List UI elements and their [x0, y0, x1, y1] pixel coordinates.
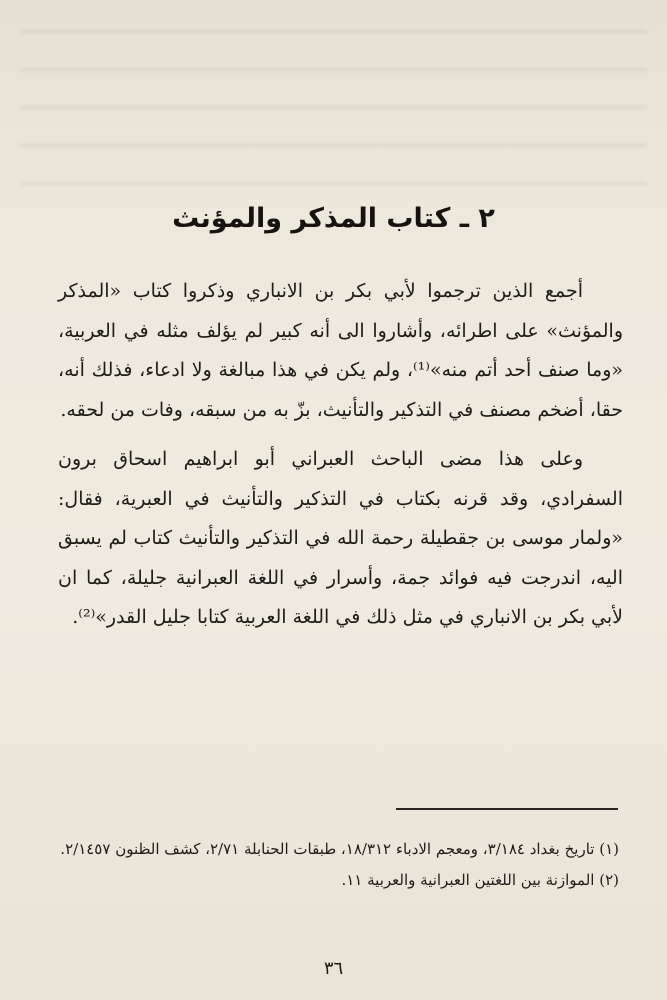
footnotes — [40, 834, 619, 896]
footnote-2: (٢) الموازنة بين اللغتين العبرانية والعربية ١١. — [341, 871, 619, 889]
chapter-heading: ٢ ـ كتاب المذكر والمؤنث — [172, 203, 495, 234]
bleed-through-text — [20, 8, 647, 218]
paragraph-2: وعلى هذا مضى الباحث العبراني أبو ابراهيم اسحاق برون السفرادي، وقد قرنه بكتاب في التذكير والتأنيث في العبرية، فقال: «ولمار موسى بن جقطيلة رحمة الله في التذكير والتأنيث كتاب لم يسبق اليه، اندرجت فيه فوائد جمة، وأسرار في اللغة العبرانية جليلة، كما ان لأبي بكر بن الانباري في مثل ذلك في اللغة العربية كتابا جليل القدر»⁽²⁾. — [58, 448, 623, 628]
footnote-divider — [396, 808, 618, 810]
page-number: ٣٦ — [323, 958, 344, 979]
paragraph-1: أجمع الذين ترجموا لأبي بكر بن الانباري وذكروا كتاب «المذكر والمؤنث» على اطرائه، وأشاروا الى أنه كبير لم يؤلف مثله في العربية، «وما صنف أحد أتم منه»⁽¹⁾، ولم يكن في هذا مبالغة ولا ادعاء، فذلك أنه، حقا، أضخم مصنف في التذكير والتأنيث، بزّ به من سبقه، وفات من لحقه. — [58, 280, 623, 421]
main-text — [58, 272, 623, 638]
footnote-1: (١) تاريخ بغداد ٣/١٨٤، ومعجم الادباء ١٨/٣١٢، طبقات الحنابلة ٢/٧١، كشف الظنون ٢/١٤٥٧. — [60, 840, 619, 858]
